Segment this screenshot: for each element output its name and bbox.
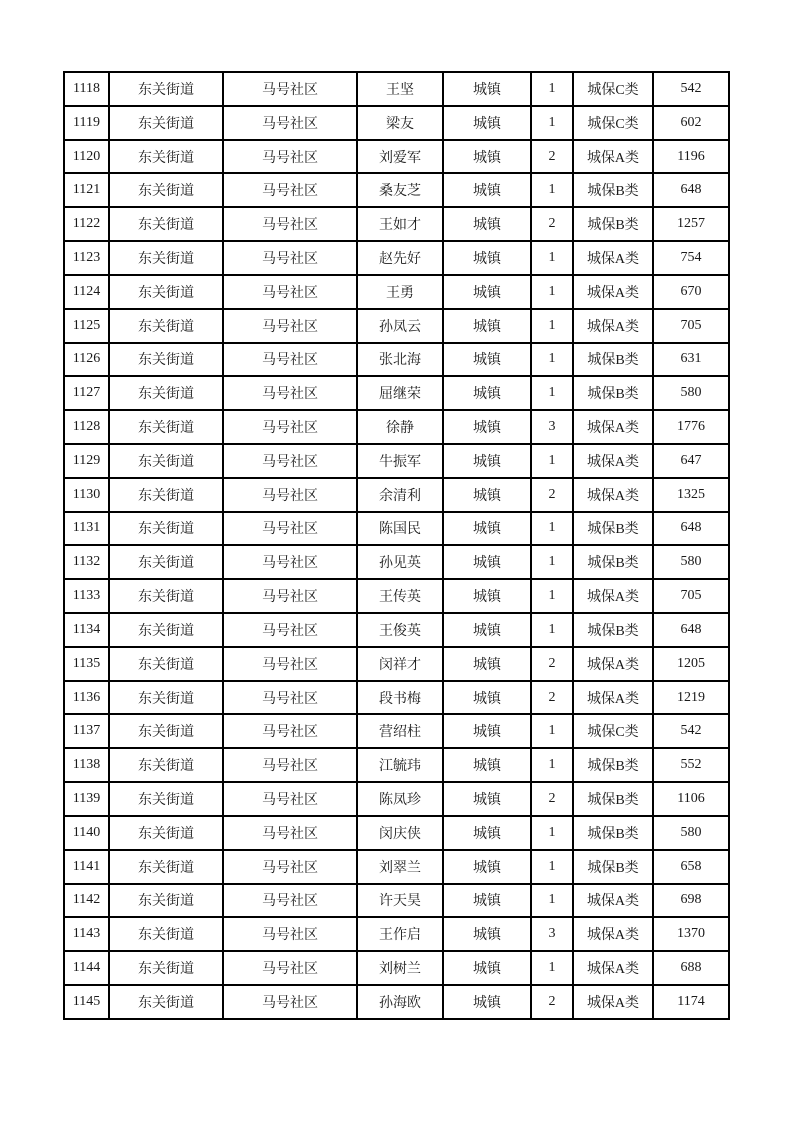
cell-household-count: 2 (531, 681, 573, 715)
cell-name: 陈凤珍 (357, 782, 443, 816)
cell-category: 城保B类 (573, 748, 653, 782)
cell-category: 城保A类 (573, 985, 653, 1019)
cell-subdistrict: 东关街道 (109, 410, 223, 444)
cell-amount: 1325 (653, 478, 729, 512)
cell-index: 1119 (64, 106, 109, 140)
cell-index: 1144 (64, 951, 109, 985)
table-row (64, 241, 729, 275)
cell-community: 马号社区 (223, 917, 357, 951)
cell-index: 1127 (64, 376, 109, 410)
cell-index: 1129 (64, 444, 109, 478)
cell-residence-type: 城镇 (443, 748, 531, 782)
cell-index: 1133 (64, 579, 109, 613)
cell-residence-type: 城镇 (443, 173, 531, 207)
cell-residence-type: 城镇 (443, 106, 531, 140)
cell-amount: 1205 (653, 647, 729, 681)
cell-category: 城保A类 (573, 241, 653, 275)
cell-community: 马号社区 (223, 309, 357, 343)
cell-household-count: 2 (531, 647, 573, 681)
cell-subdistrict: 东关街道 (109, 816, 223, 850)
cell-community: 马号社区 (223, 140, 357, 174)
cell-residence-type: 城镇 (443, 343, 531, 377)
cell-amount: 648 (653, 613, 729, 647)
cell-amount: 1106 (653, 782, 729, 816)
cell-household-count: 3 (531, 410, 573, 444)
cell-index: 1138 (64, 748, 109, 782)
cell-category: 城保A类 (573, 884, 653, 918)
cell-community: 马号社区 (223, 816, 357, 850)
cell-household-count: 1 (531, 376, 573, 410)
cell-subdistrict: 东关街道 (109, 917, 223, 951)
cell-category: 城保A类 (573, 410, 653, 444)
cell-name: 孙凤云 (357, 309, 443, 343)
cell-name: 张北海 (357, 343, 443, 377)
cell-amount: 658 (653, 850, 729, 884)
cell-subdistrict: 东关街道 (109, 309, 223, 343)
cell-index: 1125 (64, 309, 109, 343)
cell-index: 1132 (64, 545, 109, 579)
welfare-roster-table (63, 71, 730, 1020)
table-row (64, 140, 729, 174)
cell-name: 刘翠兰 (357, 850, 443, 884)
cell-residence-type: 城镇 (443, 410, 531, 444)
cell-index: 1131 (64, 512, 109, 546)
cell-household-count: 1 (531, 275, 573, 309)
table-row (64, 478, 729, 512)
cell-residence-type: 城镇 (443, 275, 531, 309)
cell-household-count: 1 (531, 613, 573, 647)
cell-household-count: 1 (531, 309, 573, 343)
cell-community: 马号社区 (223, 207, 357, 241)
cell-amount: 754 (653, 241, 729, 275)
cell-community: 马号社区 (223, 173, 357, 207)
cell-name: 刘树兰 (357, 951, 443, 985)
cell-household-count: 1 (531, 850, 573, 884)
cell-community: 马号社区 (223, 951, 357, 985)
cell-index: 1142 (64, 884, 109, 918)
cell-subdistrict: 东关街道 (109, 140, 223, 174)
table-row (64, 917, 729, 951)
cell-subdistrict: 东关街道 (109, 782, 223, 816)
cell-category: 城保A类 (573, 309, 653, 343)
cell-category: 城保B类 (573, 545, 653, 579)
cell-amount: 602 (653, 106, 729, 140)
cell-amount: 705 (653, 579, 729, 613)
cell-subdistrict: 东关街道 (109, 173, 223, 207)
cell-subdistrict: 东关街道 (109, 512, 223, 546)
cell-residence-type: 城镇 (443, 681, 531, 715)
cell-name: 牛振军 (357, 444, 443, 478)
cell-index: 1124 (64, 275, 109, 309)
cell-amount: 1219 (653, 681, 729, 715)
cell-amount: 670 (653, 275, 729, 309)
cell-name: 王俊英 (357, 613, 443, 647)
cell-name: 江毓玮 (357, 748, 443, 782)
cell-amount: 648 (653, 512, 729, 546)
cell-community: 马号社区 (223, 714, 357, 748)
cell-name: 刘爱军 (357, 140, 443, 174)
cell-name: 孙见英 (357, 545, 443, 579)
cell-amount: 705 (653, 309, 729, 343)
cell-household-count: 2 (531, 478, 573, 512)
cell-index: 1123 (64, 241, 109, 275)
cell-name: 桑友芝 (357, 173, 443, 207)
cell-amount: 1174 (653, 985, 729, 1019)
cell-category: 城保B类 (573, 343, 653, 377)
cell-index: 1137 (64, 714, 109, 748)
table-row (64, 545, 729, 579)
cell-category: 城保B类 (573, 173, 653, 207)
table-row (64, 850, 729, 884)
table-row (64, 512, 729, 546)
cell-category: 城保C类 (573, 106, 653, 140)
cell-subdistrict: 东关街道 (109, 613, 223, 647)
cell-index: 1143 (64, 917, 109, 951)
table-row (64, 173, 729, 207)
cell-household-count: 2 (531, 985, 573, 1019)
cell-household-count: 1 (531, 816, 573, 850)
cell-residence-type: 城镇 (443, 545, 531, 579)
cell-name: 王勇 (357, 275, 443, 309)
cell-household-count: 1 (531, 241, 573, 275)
cell-category: 城保A类 (573, 647, 653, 681)
cell-household-count: 3 (531, 917, 573, 951)
table-row (64, 410, 729, 444)
cell-amount: 688 (653, 951, 729, 985)
cell-index: 1126 (64, 343, 109, 377)
cell-subdistrict: 东关街道 (109, 985, 223, 1019)
cell-community: 马号社区 (223, 241, 357, 275)
cell-community: 马号社区 (223, 512, 357, 546)
cell-residence-type: 城镇 (443, 579, 531, 613)
cell-category: 城保A类 (573, 951, 653, 985)
cell-community: 马号社区 (223, 478, 357, 512)
table-row (64, 376, 729, 410)
cell-subdistrict: 东关街道 (109, 681, 223, 715)
cell-index: 1122 (64, 207, 109, 241)
table-row (64, 275, 729, 309)
cell-amount: 631 (653, 343, 729, 377)
cell-index: 1130 (64, 478, 109, 512)
cell-index: 1136 (64, 681, 109, 715)
cell-amount: 1776 (653, 410, 729, 444)
table-row (64, 444, 729, 478)
cell-residence-type: 城镇 (443, 376, 531, 410)
cell-community: 马号社区 (223, 647, 357, 681)
cell-household-count: 1 (531, 72, 573, 106)
cell-index: 1134 (64, 613, 109, 647)
table-row (64, 782, 729, 816)
cell-amount: 1196 (653, 140, 729, 174)
cell-amount: 580 (653, 545, 729, 579)
cell-household-count: 1 (531, 579, 573, 613)
cell-household-count: 1 (531, 748, 573, 782)
cell-residence-type: 城镇 (443, 917, 531, 951)
cell-subdistrict: 东关街道 (109, 207, 223, 241)
cell-category: 城保A类 (573, 275, 653, 309)
table-row (64, 951, 729, 985)
cell-subdistrict: 东关街道 (109, 884, 223, 918)
cell-subdistrict: 东关街道 (109, 850, 223, 884)
cell-residence-type: 城镇 (443, 241, 531, 275)
cell-category: 城保A类 (573, 140, 653, 174)
cell-category: 城保B类 (573, 613, 653, 647)
table-row (64, 207, 729, 241)
cell-community: 马号社区 (223, 343, 357, 377)
cell-category: 城保A类 (573, 917, 653, 951)
cell-community: 马号社区 (223, 748, 357, 782)
cell-name: 徐静 (357, 410, 443, 444)
cell-subdistrict: 东关街道 (109, 72, 223, 106)
cell-name: 王传英 (357, 579, 443, 613)
table-row (64, 748, 729, 782)
cell-name: 王坚 (357, 72, 443, 106)
cell-household-count: 1 (531, 512, 573, 546)
table-row (64, 343, 729, 377)
cell-community: 马号社区 (223, 275, 357, 309)
cell-community: 马号社区 (223, 884, 357, 918)
cell-index: 1121 (64, 173, 109, 207)
cell-amount: 647 (653, 444, 729, 478)
cell-name: 屈继荣 (357, 376, 443, 410)
cell-residence-type: 城镇 (443, 884, 531, 918)
cell-name: 余清利 (357, 478, 443, 512)
cell-category: 城保A类 (573, 579, 653, 613)
cell-amount: 1370 (653, 917, 729, 951)
cell-name: 王作启 (357, 917, 443, 951)
cell-community: 马号社区 (223, 985, 357, 1019)
table-row (64, 309, 729, 343)
cell-amount: 648 (653, 173, 729, 207)
cell-subdistrict: 东关街道 (109, 647, 223, 681)
cell-amount: 552 (653, 748, 729, 782)
cell-residence-type: 城镇 (443, 782, 531, 816)
cell-category: 城保B类 (573, 816, 653, 850)
cell-index: 1135 (64, 647, 109, 681)
cell-category: 城保A类 (573, 444, 653, 478)
cell-subdistrict: 东关街道 (109, 545, 223, 579)
cell-name: 营绍柱 (357, 714, 443, 748)
cell-household-count: 1 (531, 173, 573, 207)
cell-community: 马号社区 (223, 850, 357, 884)
cell-name: 许天昊 (357, 884, 443, 918)
table-row (64, 106, 729, 140)
cell-residence-type: 城镇 (443, 207, 531, 241)
cell-name: 梁友 (357, 106, 443, 140)
table-row (64, 816, 729, 850)
cell-household-count: 1 (531, 444, 573, 478)
cell-index: 1141 (64, 850, 109, 884)
cell-community: 马号社区 (223, 106, 357, 140)
cell-household-count: 2 (531, 782, 573, 816)
cell-subdistrict: 东关街道 (109, 579, 223, 613)
cell-community: 马号社区 (223, 782, 357, 816)
table-row (64, 72, 729, 106)
cell-residence-type: 城镇 (443, 512, 531, 546)
cell-subdistrict: 东关街道 (109, 444, 223, 478)
cell-category: 城保A类 (573, 681, 653, 715)
cell-residence-type: 城镇 (443, 478, 531, 512)
cell-subdistrict: 东关街道 (109, 478, 223, 512)
cell-amount: 580 (653, 376, 729, 410)
cell-residence-type: 城镇 (443, 613, 531, 647)
table-row (64, 884, 729, 918)
cell-community: 马号社区 (223, 410, 357, 444)
cell-residence-type: 城镇 (443, 72, 531, 106)
cell-index: 1140 (64, 816, 109, 850)
cell-index: 1128 (64, 410, 109, 444)
cell-category: 城保C类 (573, 714, 653, 748)
cell-residence-type: 城镇 (443, 816, 531, 850)
table-row (64, 579, 729, 613)
cell-name: 王如才 (357, 207, 443, 241)
cell-index: 1120 (64, 140, 109, 174)
cell-subdistrict: 东关街道 (109, 714, 223, 748)
table-row (64, 681, 729, 715)
cell-residence-type: 城镇 (443, 714, 531, 748)
cell-household-count: 2 (531, 207, 573, 241)
cell-subdistrict: 东关街道 (109, 343, 223, 377)
cell-amount: 1257 (653, 207, 729, 241)
cell-subdistrict: 东关街道 (109, 376, 223, 410)
table-body (64, 72, 729, 1019)
cell-household-count: 1 (531, 545, 573, 579)
cell-category: 城保B类 (573, 850, 653, 884)
cell-household-count: 1 (531, 343, 573, 377)
cell-residence-type: 城镇 (443, 309, 531, 343)
cell-household-count: 1 (531, 106, 573, 140)
cell-community: 马号社区 (223, 72, 357, 106)
cell-community: 马号社区 (223, 613, 357, 647)
cell-household-count: 1 (531, 714, 573, 748)
table-row (64, 613, 729, 647)
cell-subdistrict: 东关街道 (109, 951, 223, 985)
cell-amount: 698 (653, 884, 729, 918)
cell-community: 马号社区 (223, 545, 357, 579)
cell-amount: 542 (653, 714, 729, 748)
cell-name: 赵先好 (357, 241, 443, 275)
cell-name: 闵庆侠 (357, 816, 443, 850)
table-row (64, 647, 729, 681)
cell-subdistrict: 东关街道 (109, 106, 223, 140)
cell-category: 城保A类 (573, 478, 653, 512)
cell-residence-type: 城镇 (443, 647, 531, 681)
cell-residence-type: 城镇 (443, 444, 531, 478)
cell-index: 1145 (64, 985, 109, 1019)
cell-subdistrict: 东关街道 (109, 275, 223, 309)
table-row (64, 985, 729, 1019)
cell-household-count: 2 (531, 140, 573, 174)
cell-category: 城保B类 (573, 207, 653, 241)
cell-community: 马号社区 (223, 444, 357, 478)
cell-household-count: 1 (531, 951, 573, 985)
cell-name: 段书梅 (357, 681, 443, 715)
cell-community: 马号社区 (223, 376, 357, 410)
table-row (64, 714, 729, 748)
cell-index: 1118 (64, 72, 109, 106)
cell-category: 城保B类 (573, 376, 653, 410)
cell-name: 孙海欧 (357, 985, 443, 1019)
cell-subdistrict: 东关街道 (109, 748, 223, 782)
cell-residence-type: 城镇 (443, 850, 531, 884)
cell-category: 城保C类 (573, 72, 653, 106)
cell-residence-type: 城镇 (443, 985, 531, 1019)
cell-index: 1139 (64, 782, 109, 816)
cell-amount: 542 (653, 72, 729, 106)
cell-amount: 580 (653, 816, 729, 850)
cell-residence-type: 城镇 (443, 140, 531, 174)
cell-category: 城保B类 (573, 782, 653, 816)
cell-name: 闵祥才 (357, 647, 443, 681)
cell-subdistrict: 东关街道 (109, 241, 223, 275)
cell-residence-type: 城镇 (443, 951, 531, 985)
cell-household-count: 1 (531, 884, 573, 918)
cell-community: 马号社区 (223, 681, 357, 715)
cell-category: 城保B类 (573, 512, 653, 546)
cell-community: 马号社区 (223, 579, 357, 613)
cell-name: 陈国民 (357, 512, 443, 546)
